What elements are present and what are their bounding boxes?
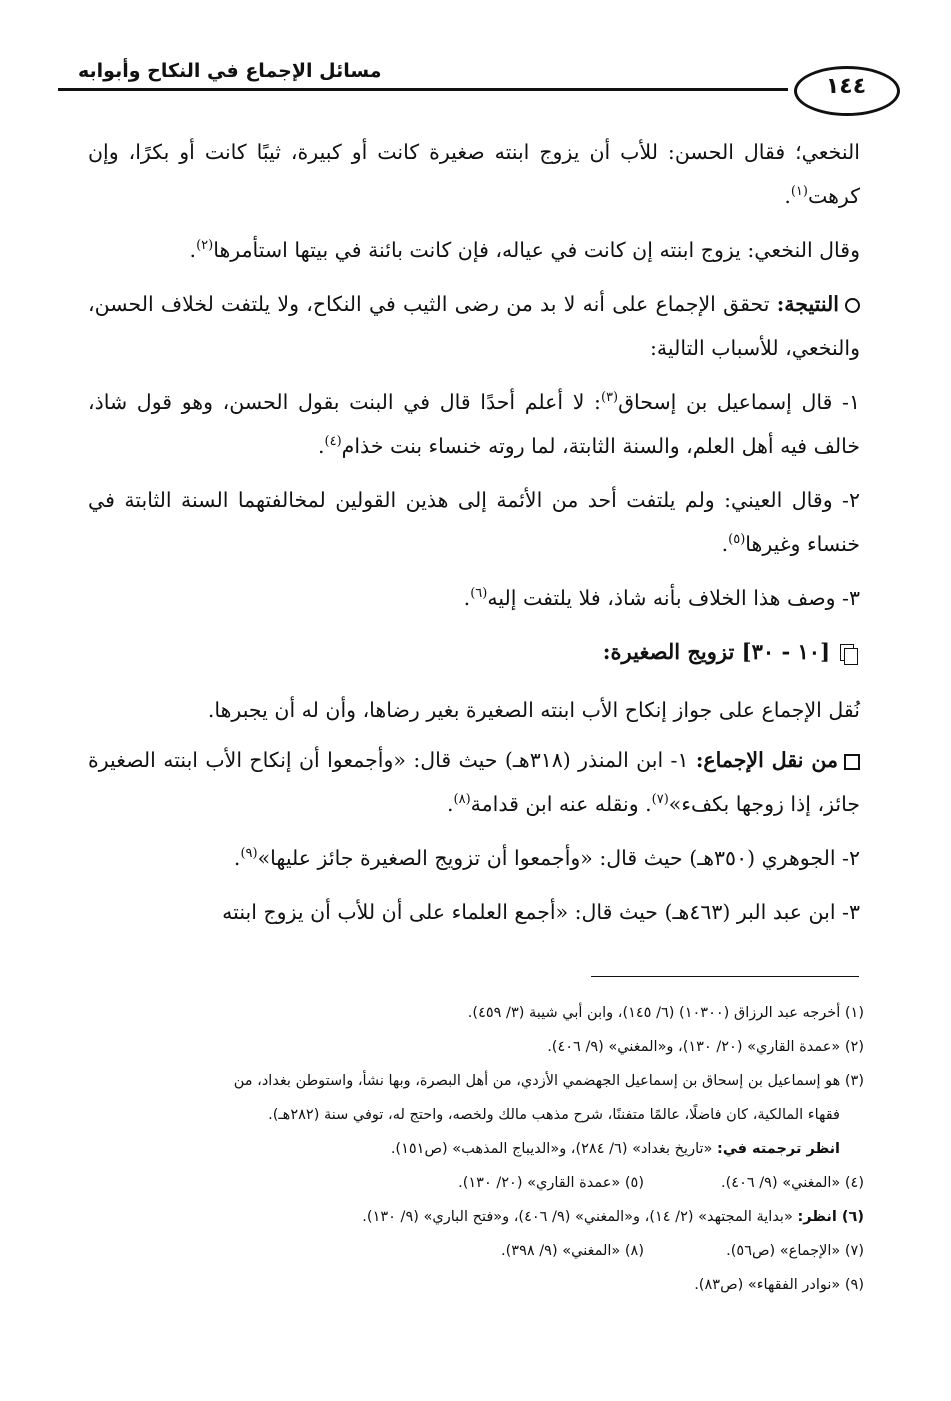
paragraph-text: ٢- وقال العيني: ولم يلتفت أحد من الأئمة إلى هذين القولين لمخالفتهما السنة الثابتة في خنساء وغيرها bbox=[88, 488, 860, 556]
footnote-row-4-5 bbox=[92, 1166, 864, 1200]
footnote-3-continued: فقهاء المالكية، كان فاضلًا، عالمًا متفننًا، شرح مذهب مالك ولخصه، واحتج له، توفي سنة (٢٨٢هـ). bbox=[268, 1107, 840, 1123]
paragraph-reason-2: ٢- وقال العيني: ولم يلتفت أحد من الأئمة إلى هذين القولين لمخالفتهما السنة الثابتة في خنساء وغيرها$^{(٥)}$. bbox=[88, 488, 860, 556]
section-heading-text: [١٠ - ٣٠] تزويج الصغيرة: bbox=[602, 639, 830, 664]
see-biography-label: انظر ترجمته في: bbox=[717, 1141, 840, 1157]
paragraph-text: تحقق الإجماع على أنه لا بد من رضى الثيب في النكاح، ولا يلتفت لخلاف الحسن، والنخعي، للأسباب التالية: bbox=[88, 292, 860, 360]
paragraph-text: ٣- وصف هذا الخلاف بأنه شاذ، فلا يلتفت إليه bbox=[487, 586, 860, 610]
page-number: ١٤٤ bbox=[825, 74, 867, 99]
footnote-ref: (٤) bbox=[324, 434, 342, 450]
paragraph-transmitters: من نقل الإجماع: ١- ابن المنذر (٣١٨هـ) حيث قال: «وأجمعوا أن إنكاح الأب ابنته الصغيرة جائز، إذا زوجها بكفء»$^{(٧)}$. ونقله عنه ابن قدامة$^{(٨)}$. bbox=[88, 748, 860, 816]
page-header bbox=[48, 48, 918, 128]
header-rule bbox=[58, 88, 788, 91]
footnote-1: (١) أخرجه عبد الرزاق (١٠٣٠٠) (٦/ ١٤٥)، وابن أبي شيبة (٣/ ٤٥٩). bbox=[467, 1005, 864, 1021]
footnote-ref: (٣) bbox=[600, 390, 619, 406]
footnote-text: «تاريخ بغداد» (٦/ ٢٨٤)، و«الديباج المذهب» (ص١٥١). bbox=[390, 1141, 713, 1157]
footnote-3: (٣) هو إسماعيل بن إسحاق بن إسماعيل الجهضمي الأزدي، من أهل البصرة، وبها نشأ، واستوطن بغداد، من bbox=[233, 1073, 864, 1089]
footnote-8: (٨) «المغني» (٩/ ٣٩٨). bbox=[501, 1243, 644, 1259]
result-label: النتيجة: bbox=[776, 292, 839, 316]
main-text bbox=[88, 130, 860, 944]
paragraph-nakhai-opinion: وقال النخعي: يزوج ابنته إن كانت في عياله، فإن كانت بائنة في بيتها استأمرها$^{(٢)}$. bbox=[189, 238, 860, 262]
running-title: مسائل الإجماع في النكاح وأبوابه bbox=[78, 60, 382, 82]
paragraph-text: ٢- الجوهري (٣٥٠هـ) حيث قال: «وأجمعوا أن تزويج الصغيرة جائز عليها» bbox=[257, 846, 860, 870]
paragraph-jawhari: ٢- الجوهري (٣٥٠هـ) حيث قال: «وأجمعوا أن تزويج الصغيرة جائز عليها»$^{(٩)}$. bbox=[233, 846, 860, 870]
paragraph-reason-3: ٣- وصف هذا الخلاف بأنه شاذ، فلا يلتفت إليه$^{(٦)}$. bbox=[463, 586, 860, 610]
paragraph-hasan-opinion: النخعي؛ فقال الحسن: للأب أن يزوج ابنته صغيرة كانت أو كبيرة، ثيبًا كانت أو بكرًا، وإن كرهت$^{(١)}$. bbox=[88, 140, 860, 208]
footnote-ref: (٥) bbox=[728, 532, 746, 548]
documents-icon bbox=[840, 644, 860, 664]
footnote-4: (٤) «المغني» (٩/ ٤٠٦). bbox=[721, 1175, 864, 1191]
footnote-ref: (٧) bbox=[651, 792, 669, 808]
footnote-ref: (٢) bbox=[196, 238, 214, 254]
footnote-2: (٢) «عمدة القاري» (٢٠/ ١٣٠)، و«المغني» (٩/ ٤٠٦). bbox=[547, 1039, 864, 1055]
paragraph-text: . ونقله عنه ابن قدامة bbox=[470, 792, 652, 816]
footnote-separator bbox=[591, 976, 859, 977]
circle-bullet-icon bbox=[845, 298, 860, 313]
footnote-text: «بداية المجتهد» (٢/ ١٤)، و«المغني» (٩/ ٤٠٦)، و«فتح الباري» (٩/ ١٣٠). bbox=[362, 1209, 793, 1225]
paragraph-consensus-statement bbox=[88, 688, 860, 732]
square-bullet-icon bbox=[844, 754, 860, 770]
paragraph-text: وقال النخعي: يزوج ابنته إن كانت في عياله، فإن كانت بائنة في بيتها استأمرها bbox=[213, 238, 860, 262]
footnote-5: (٥) «عمدة القاري» (٢٠/ ١٣٠). bbox=[458, 1175, 644, 1191]
see-label: (٦) انظر: bbox=[797, 1209, 864, 1225]
paragraph-text: : لا أعلم أحدًا قال في البنت بقول الحسن، وهو قول شاذ، خالف فيه أهل العلم، والسنة الثابتة، لما روته خنساء بنت خذام bbox=[88, 390, 860, 458]
paragraph-text: ١- ابن المنذر (٣١٨هـ) حيث قال: «وأجمعوا أن إنكاح الأب ابنته الصغيرة جائز، إذا زوجها بكفء» bbox=[88, 748, 860, 816]
paragraph-result bbox=[88, 282, 860, 370]
footnote-ref: (٨) bbox=[453, 792, 471, 808]
footnote-7: (٧) «الإجماع» (ص٥٦). bbox=[726, 1243, 864, 1259]
paragraph-text: نُقل الإجماع على جواز إنكاح الأب ابنته الصغيرة بغير رضاها، وأن له أن يجبرها. bbox=[207, 698, 860, 722]
paragraph-ibn-abd-al-barr bbox=[88, 890, 860, 934]
paragraph-text: النخعي؛ فقال الحسن: للأب أن يزوج ابنته صغيرة كانت أو كبيرة، ثيبًا كانت أو بكرًا، وإن كرهت bbox=[88, 140, 860, 208]
footnote-9: (٩) «نوادر الفقهاء» (ص٨٣). bbox=[694, 1277, 864, 1293]
page-number-badge bbox=[794, 66, 898, 114]
paragraph-text: ١- قال إسماعيل بن إسحاق bbox=[618, 390, 860, 414]
footnote-6 bbox=[92, 1200, 864, 1234]
transmitters-label: من نقل الإجماع: bbox=[695, 748, 838, 772]
footnote-row-7-8 bbox=[92, 1234, 864, 1268]
footnote-3-biography bbox=[92, 1132, 864, 1166]
footnote-ref: (٦) bbox=[470, 586, 488, 602]
footnotes bbox=[92, 996, 864, 1302]
section-heading bbox=[88, 630, 860, 674]
footnote-ref: (١) bbox=[790, 184, 808, 200]
paragraph-text: ٣- ابن عبد البر (٤٦٣هـ) حيث قال: «أجمع العلماء على أن للأب أن يزوج ابنته bbox=[222, 900, 860, 924]
paragraph-reason-1: ١- قال إسماعيل بن إسحاق$^{(٣)}$: لا أعلم أحدًا قال في البنت بقول الحسن، وهو قول شاذ، خالف فيه أهل العلم، والسنة الثابتة، لما روته خنساء بنت خذام$^{(٤)}$. bbox=[88, 390, 860, 458]
footnote-ref: (٩) bbox=[240, 846, 258, 862]
